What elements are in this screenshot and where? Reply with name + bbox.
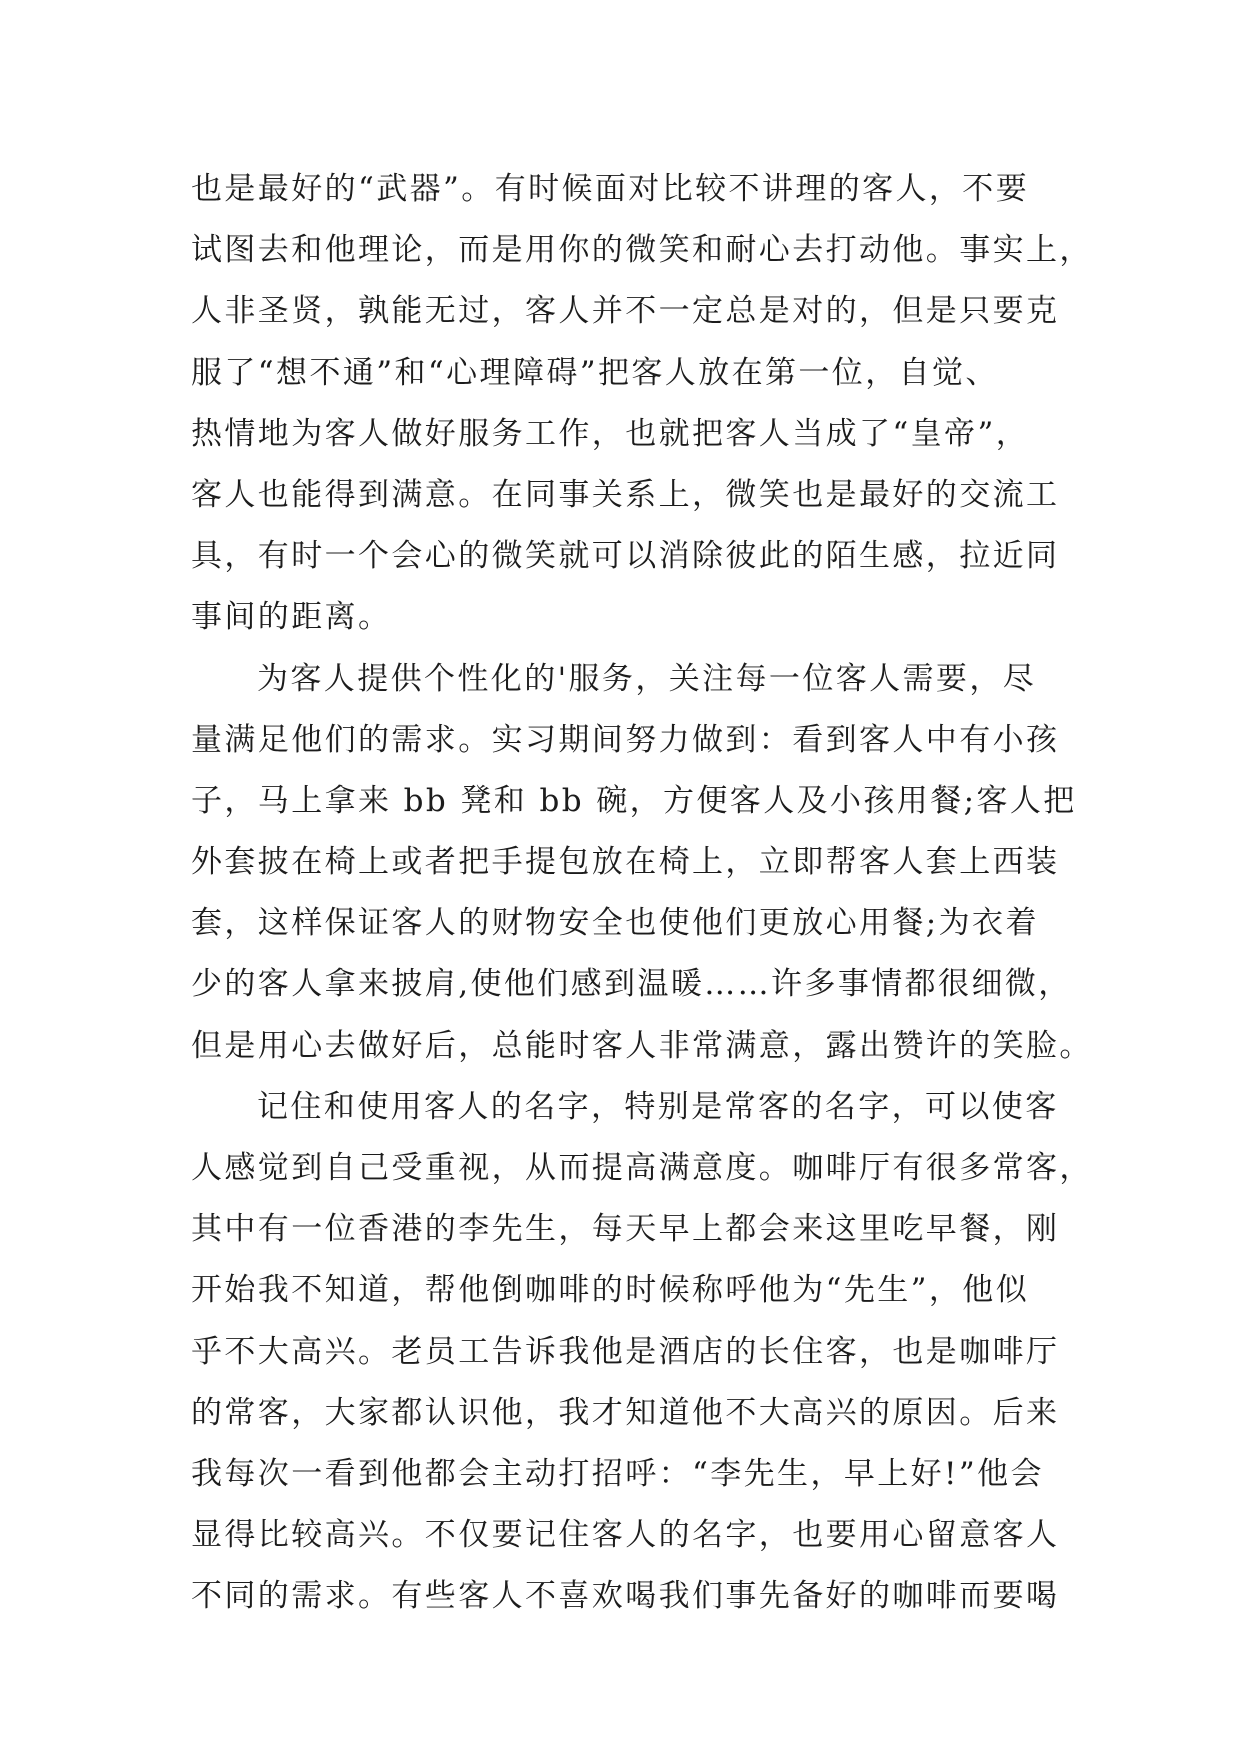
text-line: 也是最好的“武器”。有时候面对比较不讲理的客人，不要 bbox=[191, 171, 1030, 207]
text-line: 开始我不知道，帮他倒咖啡的时候称呼他为“先生”，他似 bbox=[191, 1272, 1030, 1309]
text-line: 其中有一位香港的李先生，每天早上都会来这里吃早餐，刚 bbox=[191, 1211, 1060, 1248]
text-line: 但是用心去做好后，总能时客人非常满意，露出赞许的笑脸。 bbox=[191, 1027, 1093, 1064]
text-line: 为客人提供个性化的'服务，关注每一位客人需要，尽 bbox=[257, 660, 1037, 697]
text-line: 热情地为客人做好服务工作，也就把客人当成了“皇帝”， bbox=[191, 415, 1030, 452]
text-line: 服了“想不通”和“心理障碍”把客人放在第一位，自觉、 bbox=[191, 354, 999, 391]
text-line: 乎不大高兴。老员工告诉我他是酒店的长住客，也是咖啡厅 bbox=[191, 1333, 1060, 1370]
text-line: 人感觉到自己受重视，从而提高满意度。咖啡厅有很多常客， bbox=[191, 1150, 1093, 1186]
text-line: 的常客，大家都认识他，我才知道他不大高兴的原因。后来 bbox=[191, 1394, 1060, 1431]
text-line: 外套披在椅上或者把手提包放在椅上，立即帮客人套上西装 bbox=[191, 844, 1060, 881]
text-line: 我每次一看到他都会主动打招呼：“李先生，早上好!”他会 bbox=[191, 1455, 1044, 1492]
text-line: 具，有时一个会心的微笑就可以消除彼此的陌生感，拉近同 bbox=[191, 538, 1060, 575]
text-line: 记住和使用客人的名字，特别是常客的名字，可以使客 bbox=[257, 1088, 1059, 1125]
text-line: 子，马上拿来 bb 凳和 bb 碗，方便客人及小孩用餐;客人把 bbox=[191, 782, 1077, 819]
text-line: 试图去和他理论，而是用你的微笑和耐心去打动他。事实上， bbox=[191, 232, 1093, 269]
text-line: 人非圣贤，孰能无过，客人并不一定总是对的，但是只要克 bbox=[191, 293, 1060, 330]
body-text bbox=[191, 159, 1091, 1628]
text-line: 不同的需求。有些客人不喜欢喝我们事先备好的咖啡而要喝 bbox=[191, 1578, 1060, 1615]
text-line: 套，这样保证客人的财物安全也使他们更放心用餐;为衣着 bbox=[191, 905, 1039, 942]
text-line: 客人也能得到满意。在同事关系上，微笑也是最好的交流工 bbox=[191, 476, 1060, 513]
text-line: 少的客人拿来披肩,使他们感到温暖……许多事情都很细微， bbox=[191, 966, 1072, 1003]
text-line: 显得比较高兴。不仅要记住客人的名字，也要用心留意客人 bbox=[191, 1517, 1060, 1554]
text-line: 事间的距离。 bbox=[191, 599, 392, 636]
text-line: 量满足他们的需求。实习期间努力做到：看到客人中有小孩 bbox=[191, 721, 1060, 758]
